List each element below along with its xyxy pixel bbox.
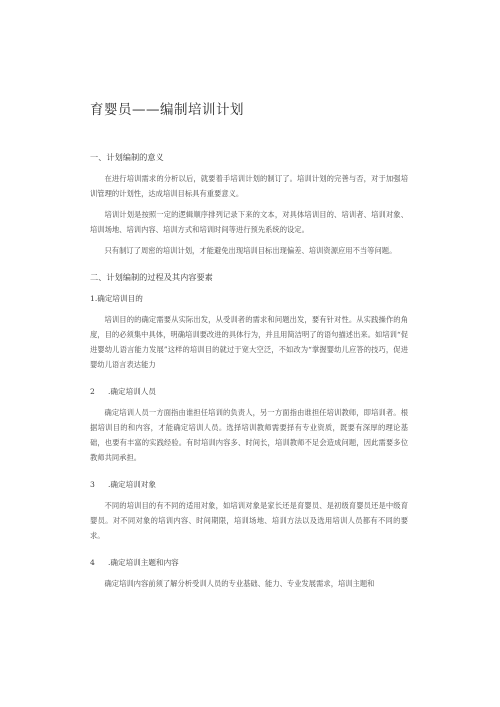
item-2-number: 2 bbox=[90, 387, 95, 396]
item-3-number: 3 bbox=[90, 480, 95, 489]
section-1-paragraph: 只有制订了周密的培训计划，才能避免出现培训目标出现偏差、培训资源应用不当等问题。 bbox=[104, 246, 397, 255]
item-4-number: 4 bbox=[90, 558, 95, 567]
item-4-heading bbox=[90, 555, 408, 570]
item-4-paragraph: 确定培训内容前须了解分析受训人员的专业基础、能力、专业发展需求，培训主题和 bbox=[104, 579, 375, 588]
item-4-title: .确定培训主题和内容 bbox=[108, 558, 179, 567]
item-1-title: 确定培训目的 bbox=[97, 294, 143, 303]
item-1-number: 1. bbox=[90, 294, 98, 303]
document-title: 育婴员——编制培训计划 bbox=[90, 102, 244, 118]
section-1-paragraph: 在进行培训需求的分析以后，就要着手培训计划的制订了。培训计划的完善与否，对于加强培训管理的计划性，达成培训目标具有重要意义。 bbox=[90, 174, 408, 198]
item-3-paragraph: 不同的培训目的有不同的适用对象，如培训对象是家长还是育婴员、是初级育婴员还是中级育婴员。对不同对象的培训内容、时间期限，培训场地、培训方法以及选用培训人员都有不同的要求。 bbox=[90, 501, 408, 540]
section-1-paragraph: 培训计划是按照一定的逻辑顺序排列记录下来的文本，对具体培训目的、培训者、培训对象、培训场地、培训内容、培训方式和培训时间等进行预先系统的设定。 bbox=[90, 210, 408, 234]
section-2-heading: 二、计划编制的过程及其内容要素 bbox=[90, 272, 213, 282]
section-1-heading: 一、计划编制的意义 bbox=[90, 152, 164, 162]
item-2-heading bbox=[90, 384, 408, 399]
item-2-paragraph: 确定培训人员一方面指由谁担任培训的负责人，另一方面指由谁担任培训教师，即培训者。根据培训目的和内容，才能确定培训人员。选择培训教师需要择有专业资质，既要有深厚的理论基础，也要有丰富的实践经验。有时培训内容多、时间长，培训教师不足会造成问题，因此需要多位教师共同承担。 bbox=[90, 408, 408, 462]
item-3-title: .确定培训对象 bbox=[108, 480, 156, 489]
item-2-title: .确定培训人员 bbox=[108, 387, 156, 396]
item-3-heading bbox=[90, 477, 408, 492]
item-1-heading bbox=[90, 291, 408, 306]
document-body bbox=[90, 150, 408, 594]
item-1-paragraph: 培训目的的确定需要从实际出发，从受训者的需求和问题出发，要有针对性。从实践操作的角度，目的必须集中具体，明确培训要改进的具体行为，并且用简洁明了的语句描述出来。如培训“促进婴幼儿语言能力发展”这样的培训目的就过于宽大空泛，不如改为“掌握婴幼儿应答的技巧，促进婴幼儿语言表达能力 bbox=[90, 315, 408, 369]
